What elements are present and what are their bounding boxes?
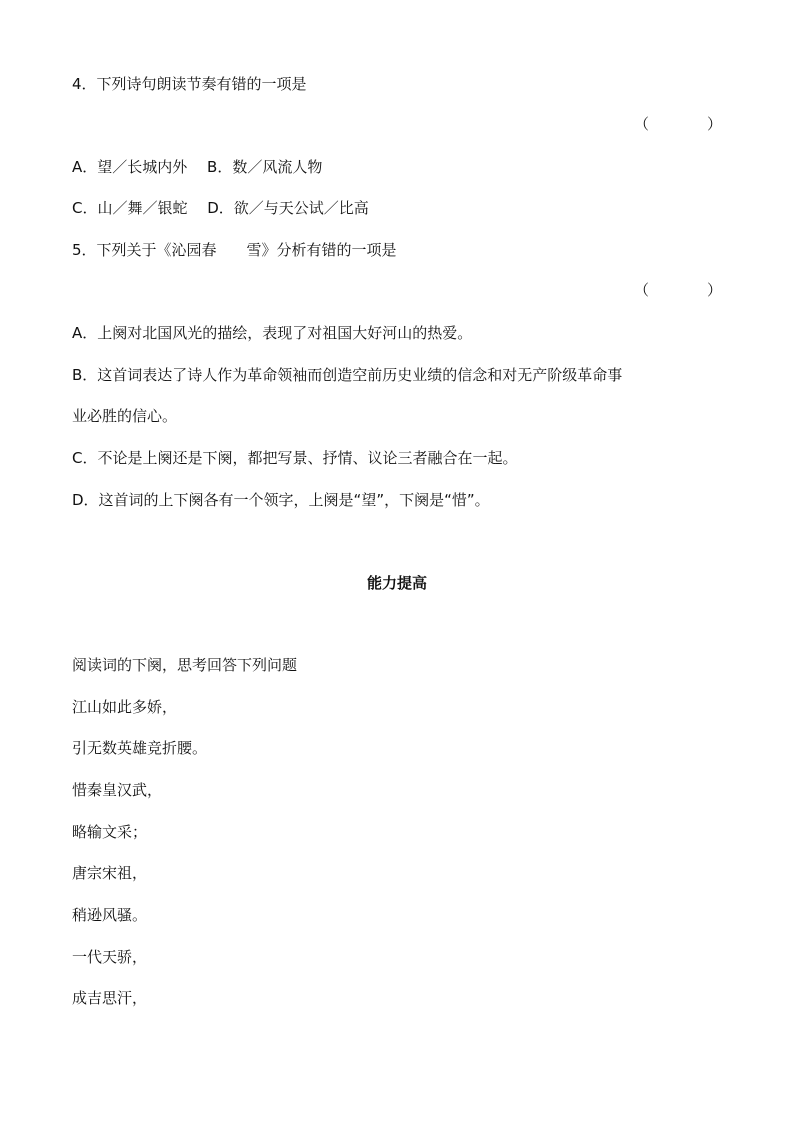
poem-line: 稍逊风骚。 bbox=[72, 906, 148, 924]
q5-option-d: D．这首词的上下阕各有一个领字，上阕是“望”，下阕是“惜”。 bbox=[72, 491, 490, 509]
poem-line: 略输文采； bbox=[72, 823, 148, 841]
poem-line: 江山如此多娇， bbox=[72, 698, 178, 716]
q5-option-b-line-2: 业必胜的信心。 bbox=[72, 407, 178, 425]
q4-paren-open: （ bbox=[634, 115, 650, 133]
q4-options-row-1: A．望／长城内外 B．数／风流人物 bbox=[72, 158, 323, 176]
section-title: 能力提高 bbox=[366, 574, 427, 592]
q5-paren-open: （ bbox=[634, 281, 650, 299]
q4-stem: 4．下列诗句朗读节奏有错的一项是 bbox=[72, 75, 307, 93]
reading-instruction: 阅读词的下阕，思考回答下列问题 bbox=[72, 656, 298, 674]
q5-option-c: C．不论是上阕还是下阕，都把写景、抒情、议论三者融合在一起。 bbox=[72, 449, 518, 467]
q4-paren-close: ） bbox=[707, 115, 723, 133]
poem-line: 惜秦皇汉武， bbox=[72, 781, 163, 799]
poem-line: 唐宗宋祖， bbox=[72, 864, 148, 882]
poem-line: 引无数英雄竞折腰。 bbox=[72, 739, 208, 757]
q5-option-a: A．上阕对北国风光的描绘，表现了对祖国大好河山的热爱。 bbox=[72, 324, 473, 342]
q5-answer-blank bbox=[634, 280, 722, 300]
q5-stem: 5．下列关于《沁园春 雪》分析有错的一项是 bbox=[72, 241, 397, 259]
poem-line: 一代天骄， bbox=[72, 948, 148, 966]
q4-options-row-2: C．山／舞／银蛇 D．欲／与天公试／比高 bbox=[72, 199, 369, 217]
q4-answer-blank bbox=[634, 114, 722, 134]
q5-option-b-line-1: B．这首词表达了诗人作为革命领袖而创造空前历史业绩的信念和对无产阶级革命事 bbox=[72, 366, 623, 384]
poem-line: 成吉思汗， bbox=[72, 989, 148, 1007]
q5-paren-close: ） bbox=[707, 281, 723, 299]
